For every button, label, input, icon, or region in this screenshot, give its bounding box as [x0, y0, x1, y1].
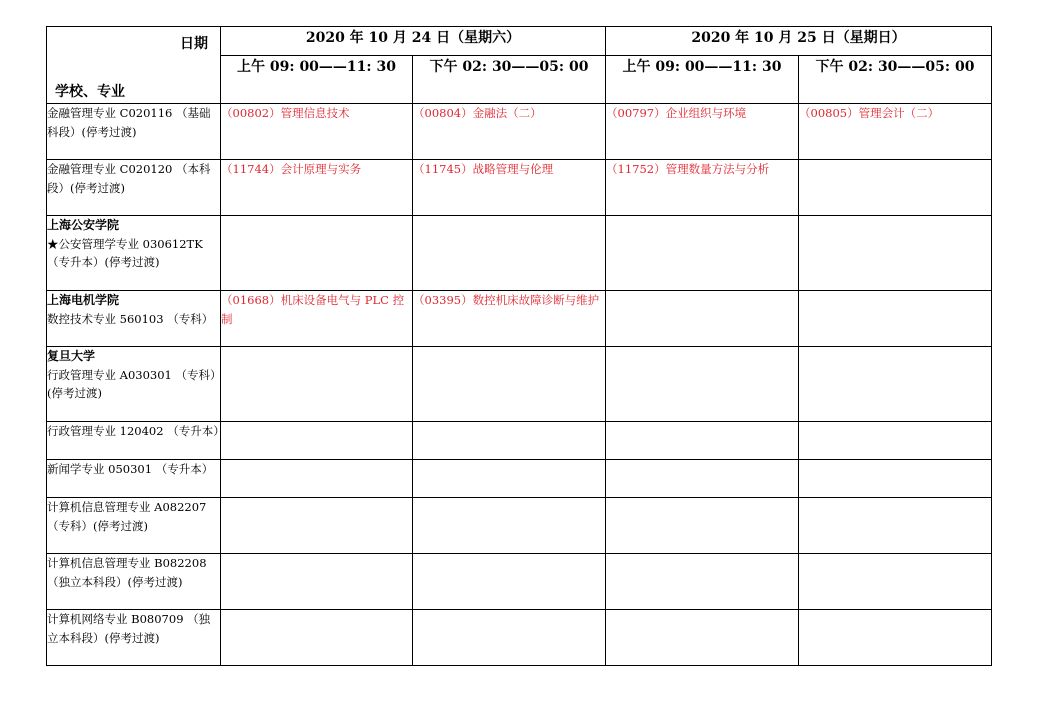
exam-cell [413, 460, 606, 498]
table-row [47, 291, 992, 347]
major-label: 新闻学专业 050301 （专升本） [47, 462, 214, 476]
exam-cell: （01668）机床设备电气与 PLC 控制 [221, 291, 413, 347]
major-cell [47, 610, 221, 666]
header-row-days [47, 27, 992, 56]
exam-cell [606, 460, 799, 498]
major-label: 金融管理专业 C020120 （本科段）(停考过渡) [47, 162, 211, 195]
exam-cell: （11745）战略管理与伦理 [413, 160, 606, 216]
exam-cell [221, 460, 413, 498]
exam-cell [221, 498, 413, 554]
exam-cell: （11744）会计原理与实务 [221, 160, 413, 216]
school-name: 复旦大学 [47, 349, 96, 363]
exam-cell [413, 347, 606, 422]
exam-cell [221, 554, 413, 610]
major-label: 行政管理专业 120402 （专升本） [47, 424, 225, 438]
exam-cell [606, 216, 799, 291]
exam-cell [413, 498, 606, 554]
major-label: 计算机信息管理专业 B082208 （独立本科段）(停考过渡) [47, 556, 207, 589]
exam-cell [799, 610, 992, 666]
exam-cell [799, 498, 992, 554]
exam-cell [799, 554, 992, 610]
major-cell [47, 498, 221, 554]
exam-cell [221, 347, 413, 422]
school-name: 上海电机学院 [47, 293, 120, 307]
major-label: 数控技术专业 560103 （专科） [47, 311, 214, 326]
exam-cell [221, 422, 413, 460]
school-major-header-label: 学校、专业 [55, 84, 125, 100]
table-row [47, 216, 992, 291]
major-label: ★公安管理学专业 030612TK （专升本）(停考过渡) [47, 236, 203, 269]
exam-cell [606, 291, 799, 347]
school-name: 上海公安学院 [47, 218, 120, 232]
exam-cell [799, 460, 992, 498]
major-cell [47, 216, 221, 291]
exam-cell [221, 216, 413, 291]
major-label: 行政管理专业 A030301 （专科）(停考过渡) [47, 367, 216, 400]
day1-am-slot-header: 上午 09: 00——11: 30 [221, 56, 413, 104]
exam-cell [799, 422, 992, 460]
day2-pm-slot-header: 下午 02: 30——05: 00 [799, 56, 992, 104]
exam-cell [606, 554, 799, 610]
exam-cell [606, 347, 799, 422]
table-row [47, 460, 992, 498]
table-row [47, 498, 992, 554]
exam-cell [606, 498, 799, 554]
date-header-label: 日期 [180, 36, 208, 52]
major-cell [47, 422, 225, 460]
major-label: 计算机信息管理专业 A082207 （专科）(停考过渡) [47, 500, 207, 533]
exam-cell: （00802）管理信息技术 [221, 104, 413, 160]
major-cell [47, 554, 221, 610]
exam-cell [413, 422, 606, 460]
major-cell [47, 160, 221, 216]
table-row [47, 160, 992, 216]
major-cell [47, 460, 221, 498]
exam-cell [799, 160, 992, 216]
exam-cell [413, 554, 606, 610]
exam-cell [221, 610, 413, 666]
day1-header: 2020 年 10 月 24 日（星期六） [221, 27, 606, 56]
major-cell [47, 347, 221, 422]
day1-pm-slot-header: 下午 02: 30——05: 00 [413, 56, 606, 104]
table-row [47, 554, 992, 610]
exam-cell [413, 216, 606, 291]
corner-header-cell [47, 27, 221, 104]
major-label: 计算机网络专业 B080709 （独立本科段）(停考过渡) [47, 612, 211, 645]
exam-cell: （03395）数控机床故障诊断与维护 [413, 291, 606, 347]
major-cell [47, 104, 221, 160]
major-label: 金融管理专业 C020116 （基础科段）(停考过渡) [47, 106, 211, 139]
exam-schedule-table [46, 26, 992, 666]
exam-cell [799, 291, 992, 347]
table-row [47, 610, 992, 666]
exam-cell: （11752）管理数量方法与分析 [606, 160, 799, 216]
exam-cell [606, 610, 799, 666]
exam-cell [413, 610, 606, 666]
day2-header: 2020 年 10 月 25 日（星期日） [606, 27, 992, 56]
exam-cell [799, 347, 992, 422]
table-row [47, 347, 992, 422]
major-cell [47, 291, 221, 347]
day2-am-slot-header: 上午 09: 00——11: 30 [606, 56, 799, 104]
exam-cell [799, 216, 992, 291]
exam-cell: （00805）管理会计（二） [799, 104, 992, 160]
exam-cell: （00804）金融法（二） [413, 104, 606, 160]
table-row [47, 104, 992, 160]
table-row [47, 422, 992, 460]
exam-cell: （00797）企业组织与环境 [606, 104, 799, 160]
exam-cell [606, 422, 799, 460]
